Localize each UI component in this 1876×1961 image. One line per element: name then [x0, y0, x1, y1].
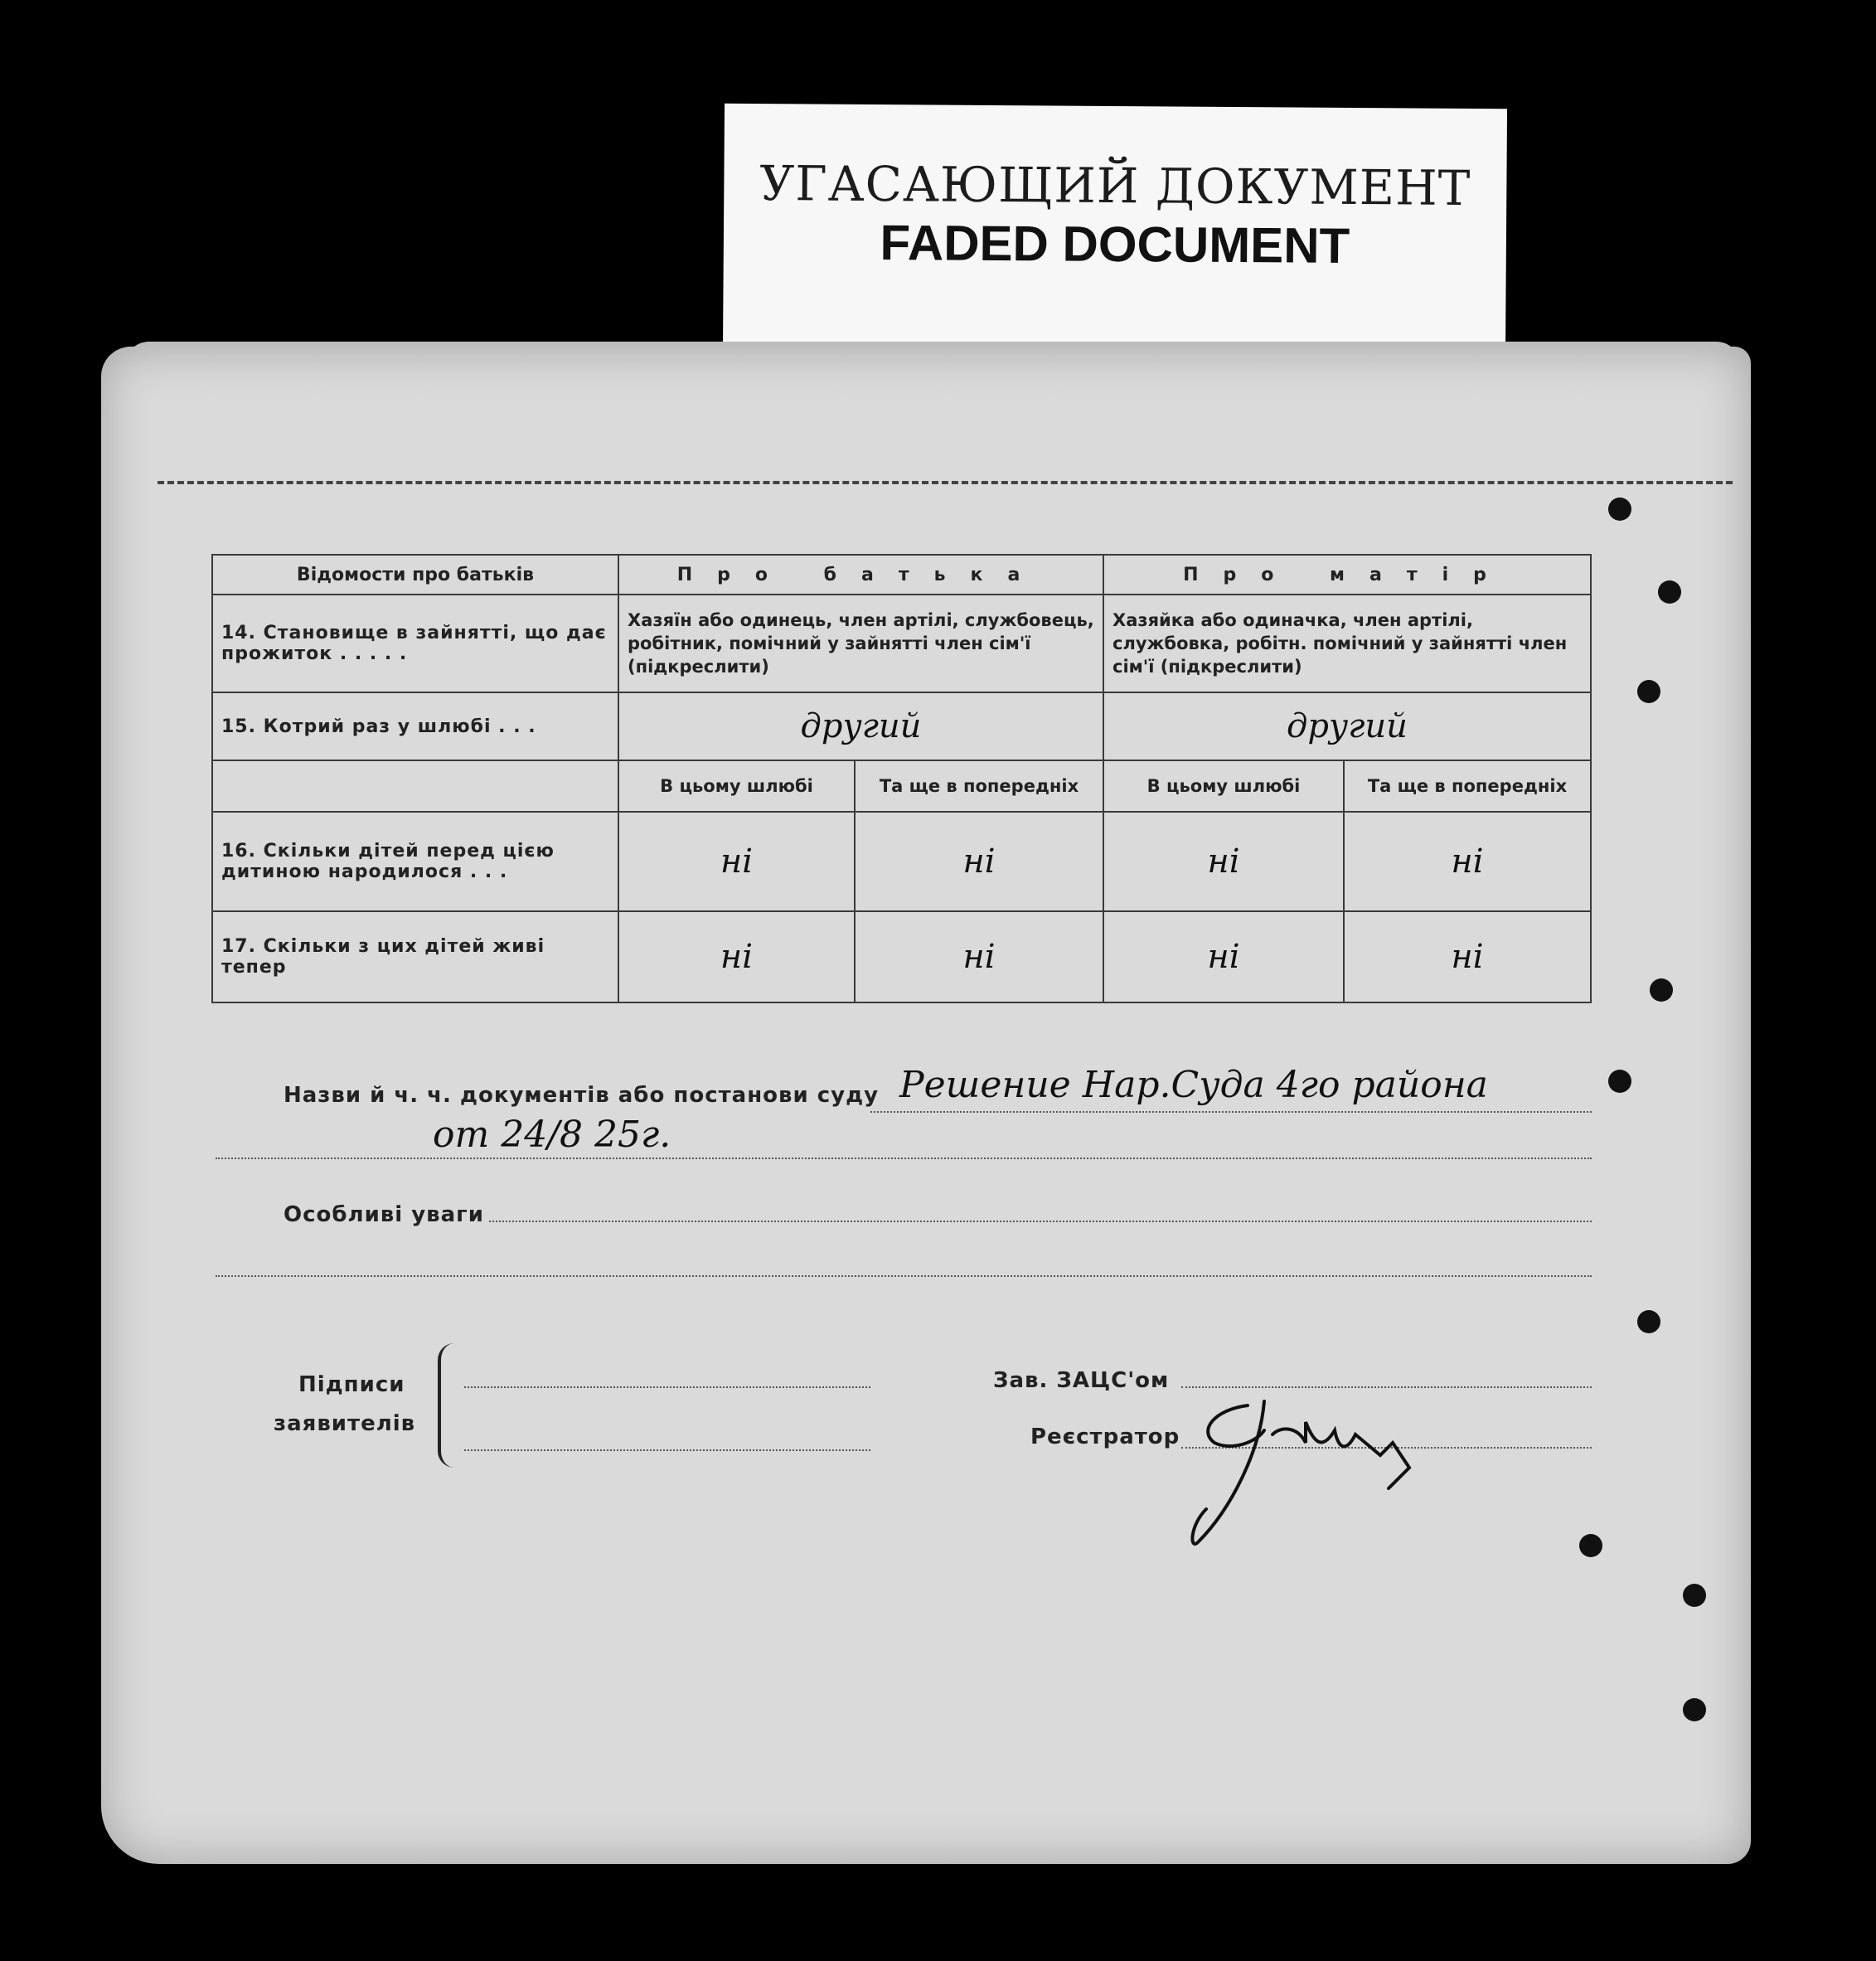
subheader-empty — [212, 760, 618, 812]
applicants-label-1: Підписи — [298, 1372, 405, 1397]
notes-label: Особливі уваги — [284, 1202, 484, 1227]
header-father: Про батька — [618, 555, 1103, 595]
faded-document-stamp — [723, 104, 1507, 360]
documents-line-2 — [216, 1158, 1592, 1159]
documents-line-1 — [870, 1111, 1592, 1113]
notes-line-2 — [216, 1275, 1592, 1277]
row14-label: 14. Становище в зайнятті, що дає прожиток . . . . . — [212, 595, 618, 692]
row16-cell: ні — [1103, 812, 1344, 911]
row17-cell: ні — [855, 911, 1103, 1002]
registrar-label: Реєстратор — [1030, 1425, 1180, 1449]
stamp-title-ru: УГАСАЮЩИЙ ДОКУМЕНТ — [759, 155, 1471, 216]
row14-father: Хазяїн або одинець, член артілі, службовець, робітник, помічний у зайнятті член сім'ї (підкреслити) — [618, 595, 1103, 692]
applicant-signature-line-2 — [464, 1449, 870, 1451]
binding-hole — [1608, 498, 1631, 521]
binding-hole — [1683, 1698, 1706, 1721]
stamp-title-en: FADED DOCUMENT — [880, 215, 1350, 274]
subheader-mother-prev: Та ще в попередніх — [1344, 760, 1591, 812]
header-mother: Про матір — [1103, 555, 1591, 595]
binding-hole — [1637, 1310, 1660, 1333]
row15-label: 15. Котрий раз у шлюбі . . . — [212, 692, 618, 760]
applicants-brace — [438, 1343, 458, 1468]
row17-cell: ні — [1344, 911, 1591, 1002]
table-row-15 — [212, 692, 1591, 760]
table-header-row — [212, 555, 1591, 595]
row15-father: другий — [618, 692, 1103, 760]
binding-hole — [1683, 1584, 1706, 1607]
row16-cell: ні — [1344, 812, 1591, 911]
documents-value-2: от 24/8 25г. — [433, 1114, 671, 1156]
row16-label: 16. Скільки дітей перед цією дитиною народилося . . . — [212, 812, 618, 911]
row17-cell: ні — [618, 911, 855, 1002]
table-row-17 — [212, 911, 1591, 1002]
row16-cell: ні — [855, 812, 1103, 911]
subheader-mother-this: В цьому шлюбі — [1103, 760, 1344, 812]
documents-value-1: Решение Нар.Суда 4го района — [899, 1064, 1488, 1106]
row16-cell: ні — [618, 812, 855, 911]
applicants-label-2: заявителів — [274, 1411, 416, 1436]
table-row-14 — [212, 595, 1591, 692]
applicant-signature-line-1 — [464, 1386, 870, 1388]
binding-hole — [1650, 978, 1673, 1002]
row17-label: 17. Скільки з цих дітей живі тепер — [212, 911, 618, 1002]
binding-hole — [1608, 1070, 1631, 1093]
binding-hole — [1637, 680, 1660, 703]
table-subheader-row — [212, 760, 1591, 812]
tear-line — [158, 481, 1733, 484]
registrar-signature — [1181, 1385, 1430, 1559]
subheader-father-this: В цьому шлюбі — [618, 760, 855, 812]
parents-table — [211, 554, 1592, 1003]
documents-label: Назви й ч. ч. документів або постанови суду — [284, 1083, 880, 1108]
table-row-16 — [212, 812, 1591, 911]
binding-hole — [1579, 1534, 1602, 1557]
notes-line-1 — [489, 1221, 1592, 1222]
head-label: Зав. ЗАЦС'ом — [993, 1368, 1170, 1393]
binding-hole — [1658, 580, 1681, 604]
row17-cell: ні — [1103, 911, 1344, 1002]
header-parents-info: Відомости про батьків — [212, 555, 618, 595]
row15-mother: другий — [1103, 692, 1591, 760]
row14-mother: Хазяйка або одиначка, член артілі, службовка, робітн. помічний у зайнятті член сім'ї (підкреслити) — [1103, 595, 1591, 692]
subheader-father-prev: Та ще в попередніх — [855, 760, 1103, 812]
